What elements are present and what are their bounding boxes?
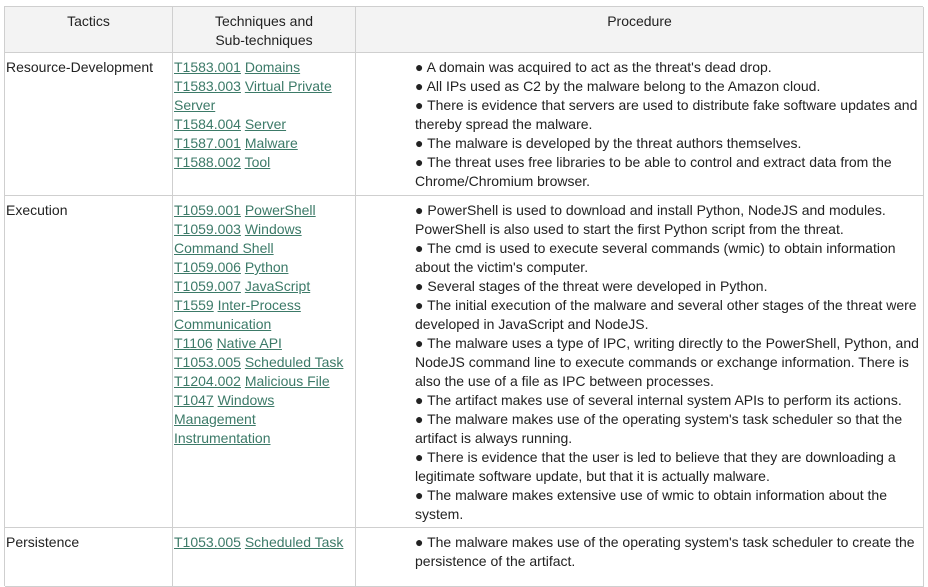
procedure-cell	[356, 528, 924, 587]
techniques-list	[174, 58, 352, 172]
technique-name-link[interactable]: Virtual Private Server	[174, 78, 332, 113]
tactic-cell	[5, 53, 173, 196]
technique-entry	[174, 77, 352, 115]
bullet-icon: ●	[415, 202, 428, 218]
technique-name-link[interactable]: Domains	[244, 59, 301, 75]
header-procedure-label: Procedure	[607, 13, 672, 29]
technique-name-link[interactable]: Malware	[244, 135, 298, 151]
procedure-item	[415, 486, 920, 524]
technique-id-link[interactable]: T1059.003	[174, 221, 241, 237]
procedure-item	[415, 58, 920, 77]
procedure-item	[415, 391, 920, 410]
technique-entry	[174, 153, 352, 172]
tactic-label: Persistence	[6, 534, 80, 550]
technique-id-link[interactable]: T1587.001	[174, 135, 241, 151]
procedure-text: The cmd is used to execute several commands (wmic) to obtain information about the victim's computer.	[415, 240, 896, 275]
bullet-icon: ●	[415, 449, 428, 465]
header-techniques-label	[173, 12, 355, 50]
technique-name-link[interactable]: Malicious File	[244, 373, 330, 389]
technique-entry	[174, 334, 352, 353]
bullet-icon: ●	[415, 59, 427, 75]
technique-id-link[interactable]: T1059.007	[174, 278, 241, 294]
techniques-cell	[173, 196, 356, 528]
technique-entry	[174, 353, 352, 372]
technique-name-link[interactable]: Windows Management Instrumentation	[174, 392, 275, 446]
header-tactics	[5, 7, 173, 53]
bullet-icon: ●	[415, 97, 428, 113]
technique-name-link[interactable]: Python	[244, 259, 289, 275]
procedure-text: The malware makes use of the operating system's task scheduler so that the artifact is always running.	[415, 411, 903, 446]
procedure-item	[415, 77, 920, 96]
procedure-item	[415, 201, 920, 239]
technique-id-link[interactable]: T1583.003	[174, 78, 241, 94]
technique-name-link[interactable]: Tool	[244, 154, 271, 170]
technique-name-link[interactable]: JavaScript	[244, 278, 311, 294]
technique-name-link[interactable]: Server	[244, 116, 287, 132]
technique-name-link[interactable]: Inter-Process Communication	[174, 297, 301, 332]
technique-name-link[interactable]: Windows Command Shell	[174, 221, 302, 256]
procedure-item	[415, 153, 920, 191]
procedure-text: A domain was acquired to act as the threat's dead drop.	[426, 59, 772, 75]
technique-entry	[174, 391, 352, 448]
procedure-list	[415, 201, 920, 524]
technique-name-link[interactable]: Native API	[216, 335, 282, 351]
procedure-text: All IPs used as C2 by the malware belong to the Amazon cloud.	[426, 78, 821, 94]
bullet-icon: ●	[415, 278, 428, 294]
procedure-text: The malware uses a type of IPC, writing directly to the PowerShell, Python, and NodeJS command line to execute commands or exchange information. There is also the use of a file as IPC between processes.	[415, 335, 919, 389]
technique-entry	[174, 134, 352, 153]
bullet-icon: ●	[415, 240, 428, 256]
technique-id-link[interactable]: T1059.001	[174, 202, 241, 218]
tactic-cell	[5, 528, 173, 587]
technique-id-link[interactable]: T1584.004	[174, 116, 241, 132]
technique-id-link[interactable]: T1583.001	[174, 59, 241, 75]
procedure-text: The threat uses free libraries to be able to control and extract data from the Chrome/Chromium browser.	[415, 154, 892, 189]
attack-matrix-table	[4, 6, 923, 586]
bullet-icon: ●	[415, 534, 428, 550]
procedure-cell	[356, 196, 924, 528]
technique-id-link[interactable]: T1047	[174, 392, 214, 408]
procedure-item	[415, 296, 920, 334]
procedure-item	[415, 448, 920, 486]
technique-id-link[interactable]: T1053.005	[174, 354, 241, 370]
technique-id-link[interactable]: T1059.006	[174, 259, 241, 275]
procedure-text: There is evidence that the user is led to believe that they are downloading a legitimate software update, but that it is actually malware.	[415, 449, 896, 484]
bullet-icon: ●	[415, 411, 428, 427]
bullet-icon: ●	[415, 487, 428, 503]
technique-name-link[interactable]: Scheduled Task	[244, 354, 344, 370]
technique-name-link[interactable]: Scheduled Task	[244, 534, 344, 550]
bullet-icon: ●	[415, 297, 428, 313]
technique-entry	[174, 258, 352, 277]
procedure-text: The malware makes extensive use of wmic to obtain information about the system.	[415, 487, 887, 522]
procedure-text: The artifact makes use of several internal system APIs to perform its actions.	[427, 392, 902, 408]
procedure-text: PowerShell is used to download and install Python, NodeJS and modules. PowerShell is also used to start the first Python script from the threat.	[415, 202, 886, 237]
procedure-text: The malware is developed by the threat authors themselves.	[427, 135, 802, 151]
bullet-icon: ●	[415, 392, 428, 408]
technique-id-link[interactable]: T1204.002	[174, 373, 241, 389]
techniques-list	[174, 201, 352, 448]
tactic-label: Execution	[6, 202, 68, 218]
technique-name-link[interactable]: PowerShell	[244, 202, 316, 218]
technique-id-link[interactable]: T1053.005	[174, 534, 241, 550]
procedure-item	[415, 533, 920, 571]
techniques-cell	[173, 528, 356, 587]
technique-id-link[interactable]: T1588.002	[174, 154, 241, 170]
technique-id-link[interactable]: T1106	[174, 335, 213, 351]
tactic-label: Resource-Development	[6, 59, 154, 75]
technique-entry	[174, 277, 352, 296]
header-tactics-label: Tactics	[67, 13, 110, 29]
bullet-icon: ●	[415, 78, 427, 94]
procedure-item	[415, 334, 920, 391]
header-procedure	[356, 7, 924, 53]
procedure-item	[415, 96, 920, 134]
technique-id-link[interactable]: T1559	[174, 297, 214, 313]
header-techniques-line1: Techniques and	[214, 13, 314, 29]
procedure-cell	[356, 53, 924, 196]
procedure-item	[415, 134, 920, 153]
technique-entry	[174, 201, 352, 220]
procedure-text: There is evidence that servers are used to distribute fake software updates and thereby spread the malware.	[415, 97, 918, 132]
technique-entry	[174, 296, 352, 334]
techniques-cell	[173, 53, 356, 196]
procedure-list	[415, 58, 920, 191]
technique-entry	[174, 220, 352, 258]
procedure-text: Several stages of the threat were developed in Python.	[427, 278, 768, 294]
technique-entry	[174, 372, 352, 391]
procedure-list	[415, 533, 920, 571]
procedure-item	[415, 277, 920, 296]
tactic-cell	[5, 196, 173, 528]
header-techniques	[173, 7, 356, 53]
technique-entry	[174, 58, 352, 77]
procedure-text: The malware makes use of the operating system's task scheduler to create the persistence of the artifact.	[415, 534, 915, 569]
procedure-item	[415, 239, 920, 277]
bullet-icon: ●	[415, 154, 428, 170]
bullet-icon: ●	[415, 335, 428, 351]
procedure-item	[415, 410, 920, 448]
procedure-text: The initial execution of the malware and several other stages of the threat were developed in JavaScript and NodeJS.	[415, 297, 917, 332]
bullet-icon: ●	[415, 135, 428, 151]
technique-entry	[174, 115, 352, 134]
technique-entry	[174, 533, 352, 552]
techniques-list	[174, 533, 352, 552]
header-techniques-line2: Sub-techniques	[215, 32, 313, 48]
